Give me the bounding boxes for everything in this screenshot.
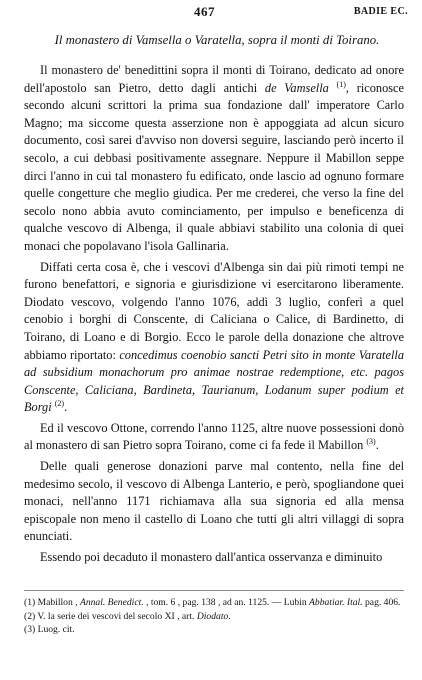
text-run: Delle quali generose donazioni parve mal contento, nella fine del medesimo secolo, il vescovo di Albenga Lanterio, e però, spogliandone quei monaci, nell'anno 1171 richiamava alla sua signoria ed alla mensa episcopale non meno il castello di Loano che tutti gli altri villaggi di sopra enunciati. [24, 459, 404, 544]
page-header [26, 4, 408, 20]
body-text [24, 62, 404, 567]
italic-text: concedimus coenobio sancti Petri sito in monte Varatella ad subsidium monachorum pro animae nostrae redemptione, etc. pagos Conscente, Caliciana, Bardineta, Taurianum, Lodanum super podium et Borgi [24, 347, 404, 415]
text-run: (2) V. la serie dei vescovi del secolo XI , art. [24, 610, 197, 622]
footnote-divider [24, 590, 404, 591]
section-title: Il monastero di Vamsella o Varatella, sopra il monti di Toirano. [54, 33, 380, 47]
text-run: . [375, 438, 379, 453]
footnote [24, 596, 404, 610]
text-run: , tom. 6 , pag. 138 , ad an. 1125. — Lubin [143, 597, 310, 608]
footnote [24, 623, 404, 637]
text-run: . [64, 400, 68, 415]
text-run: Il monastero de' benedittini sopra il monti di Toirano, dedicato ad onore dell'apostolo san Pietro, detto dagli antichi [24, 63, 404, 95]
footnote-reference: (1) [336, 79, 346, 89]
italic-text: Abbatiar. Ital. [309, 597, 363, 608]
text-run [329, 81, 337, 95]
paragraph [24, 458, 404, 546]
footnotes [24, 596, 404, 637]
page-number: 467 [194, 4, 215, 19]
text-run: Diffati certa cosa è, che i vescovi d'Albenga sin dai più rimoti tempi ne furono benefattori, e signoria e giurisdizione vi esercitarono liberamente. Diodato vescovo, volgendo l'anno 1076, addì 3 luglio, conferì a quel cenobio i borghi di Conscente, di Caliciana o Calice, di Bardinetto, di Toirano, di Loano e di Borgio. Ecco le parole della donazione che altrove abbiamo riportato: [24, 259, 404, 362]
paragraph [24, 549, 404, 567]
italic-text: Diodato [196, 610, 229, 622]
running-head: BADIE EC. [353, 6, 408, 17]
paragraph [24, 62, 404, 256]
italic-text: Annal. Benedict. [79, 597, 144, 608]
footnote [24, 610, 404, 624]
paragraph [24, 420, 404, 455]
italic-text: de Vamsella [264, 80, 329, 95]
text-run: , riconosce secondo alcuni scrittori la prima sua fondazione dall' imperatore Carlo Magno; ma siccome questa asserzione non è appoggiata ad alcun sicuro documento, così sarei d'avviso non doversi seguire, lasciando però incerto il secolo, a cui debbasi positivamente assegnare. Neppure il Mabillon seppe dirci l'anno in cui tal monastero fu edificato, onde lascio ad ognuno formare quelle congetture che meglio giudica. Per me crederei, che verso la fine del secolo nono abbia avuto cominciamento, per impulso e beneficenza di qualche vescovo di Albenga, il quale abbiavi stabilito una colonia di quei monaci che popolavano l'isola Gallinaria. [24, 80, 405, 253]
footnote-reference: (2) [54, 399, 65, 409]
text-run: Essendo poi decaduto il monastero dall'antica osservanza e diminuito [40, 550, 383, 565]
footnote-reference: (3) [366, 437, 376, 447]
text-run: (3) Luog. cit. [24, 624, 75, 636]
text-run: pag. 406. [362, 597, 401, 608]
text-run: Ed il vescovo Ottone, correndo l'anno 1125, altre nuove possessioni donò al monastero di san Pietro sopra Toirano, come ci fa fede il Mabillon [24, 420, 404, 453]
text-run: (1) Mabillon , [24, 597, 80, 608]
text-run: . [228, 610, 231, 622]
paragraph [24, 259, 404, 417]
